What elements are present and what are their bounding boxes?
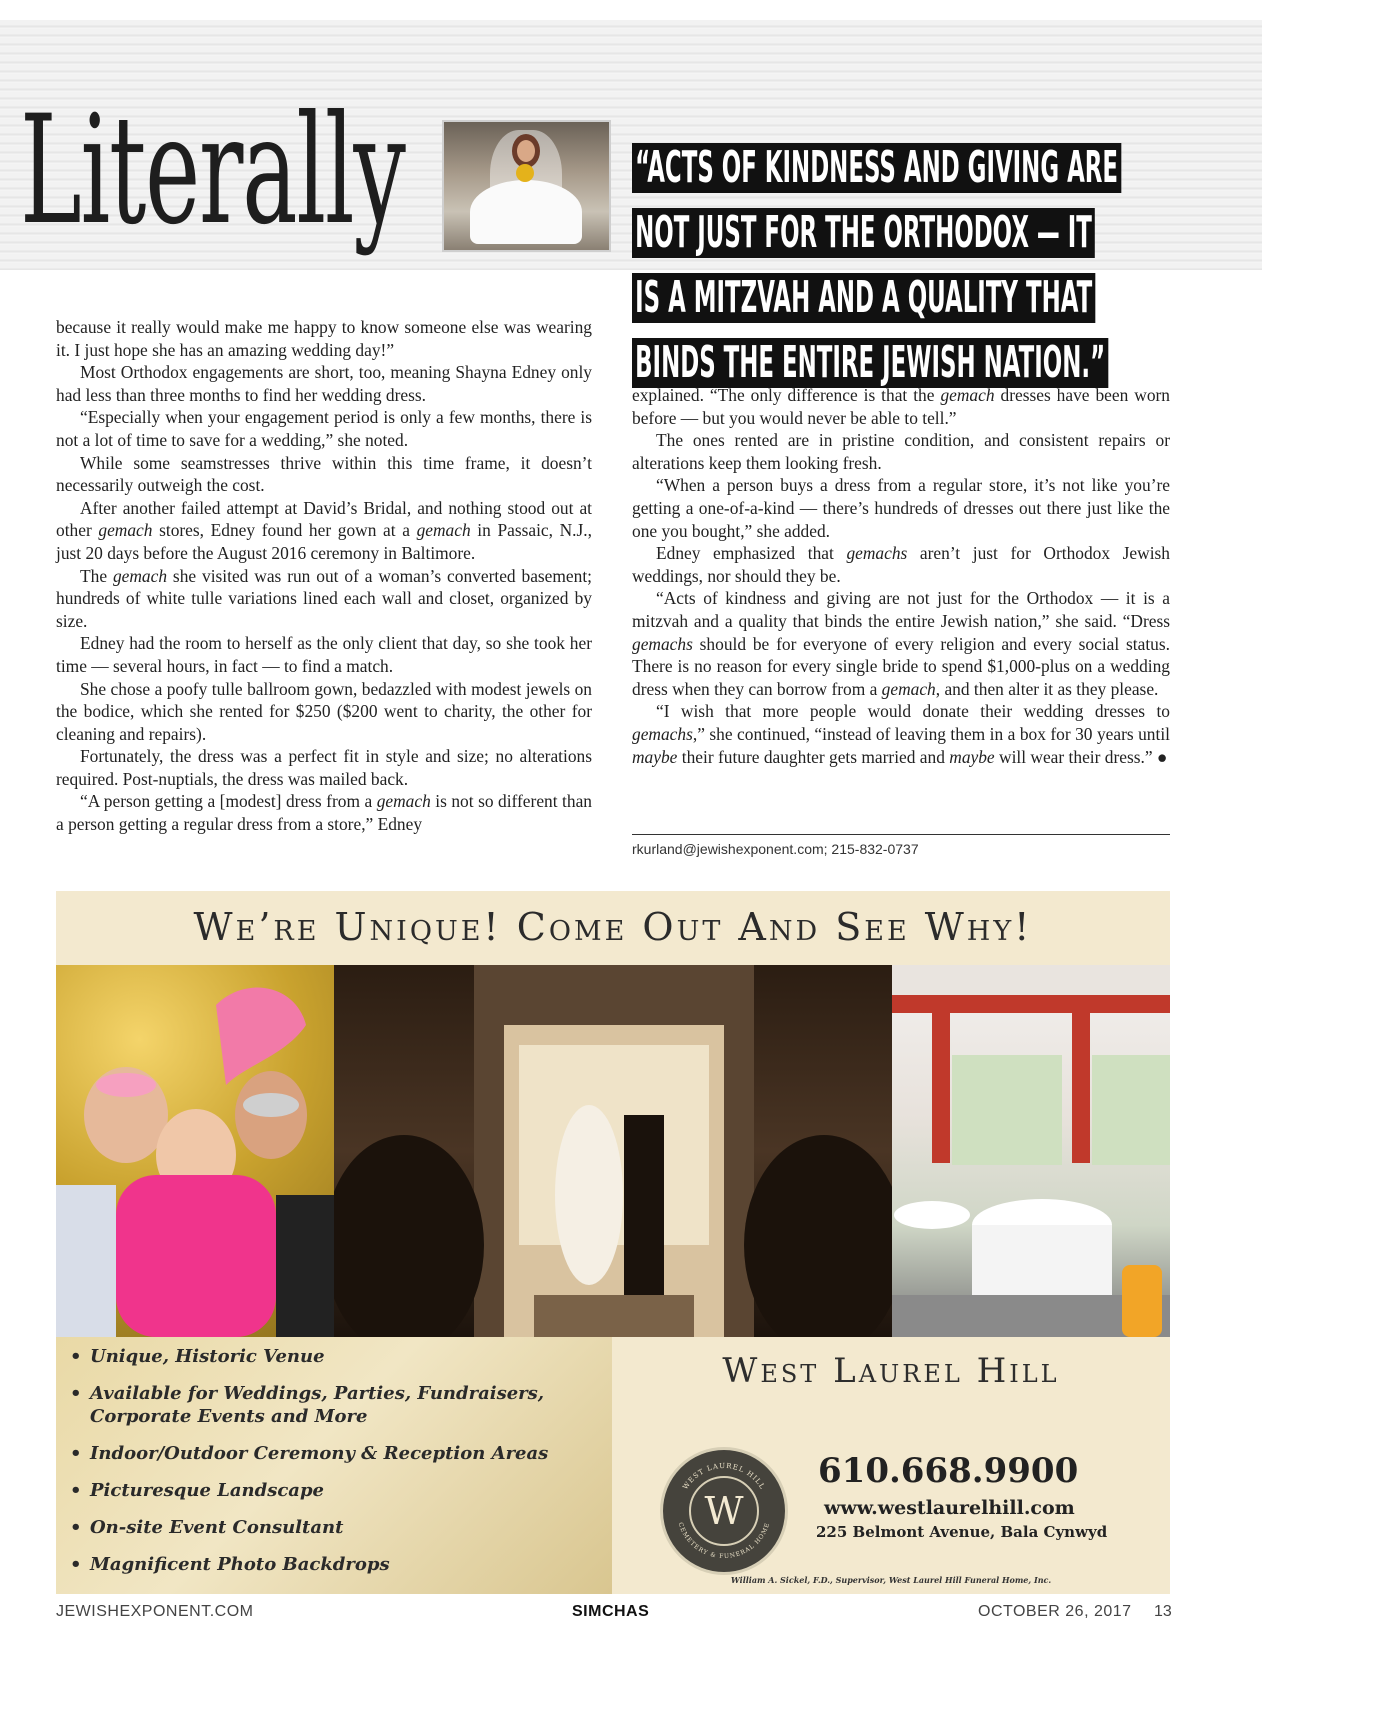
seal-monogram: W — [689, 1476, 759, 1546]
footer-section: SIMCHAS — [572, 1603, 650, 1620]
article-paragraph: Fortunately, the dress was a perfect fit in style and size; no alterations required. Post-nuptials, the dress was mailed back. — [56, 746, 592, 789]
pull-quote-line: NOT JUST FOR THE ORTHODOX — IT — [632, 208, 1095, 258]
article-paragraph: She chose a poofy tulle ballroom gown, bedazzled with modest jewels on the bodice, which she rented for $250 ($200 went to charity, the other for cleaning and repairs). — [56, 678, 592, 744]
svg-text:CEMETERY & FUNERAL HOME: CEMETERY & FUNERAL HOME — [676, 1521, 772, 1561]
hall-illustration — [892, 965, 1170, 1337]
article-paragraph: because it really would make me happy to know someone else was wearing it. I just hope she has an amazing wedding day!” — [56, 317, 592, 360]
list-item: • Picturesque Landscape — [70, 1479, 610, 1502]
party-illustration — [56, 965, 334, 1337]
page-number: 13 — [1154, 1603, 1172, 1620]
headline-word: Literally — [20, 84, 405, 258]
list-item: • Available for Weddings, Parties, Fundraisers, Corporate Events and More — [70, 1382, 610, 1428]
reception-hall-photo — [892, 965, 1170, 1337]
pull-quote-line: IS A MITZVAH AND A QUALITY THAT — [632, 273, 1095, 323]
footer-site: JEWISHEXPONENT.COM — [56, 1603, 254, 1620]
article-paragraph: “Acts of kindness and giving are not just for the Orthodox — it is a mitzvah and a quality that binds the entire Jewish nation,” she said. “Dress gemachs should be for everyone of every religion and every social status. There is no reason for every single bride to spend $1,000-plus on a wedding dress when they can borrow from a gemach, and then alter it as they please. — [632, 588, 1170, 699]
ad-features-panel — [56, 1337, 612, 1594]
byline-divider — [632, 834, 1170, 835]
article-left-column — [56, 316, 592, 836]
article-paragraph: Edney had the room to herself as the only client that day, so she took her time — several hours, in fact — to find a match. — [56, 633, 592, 676]
article-paragraph: Edney emphasized that gemachs aren’t just for Orthodox Jewish weddings, nor should they be. — [632, 543, 1170, 586]
pull-quote-line: BINDS THE ENTIRE JEWISH NATION.” — [632, 338, 1108, 388]
article-paragraph: The gemach she visited was run out of a woman’s converted basement; hundreds of white tulle variations lined each wall and closet, organized by size. — [56, 565, 593, 631]
article-paragraph: The ones rented are in pristine condition, and consistent repairs or alterations keep them looking fresh. — [632, 430, 1170, 473]
list-item: • Indoor/Outdoor Ceremony & Reception Areas — [70, 1442, 610, 1465]
venue-seal-logo — [660, 1447, 788, 1575]
ad-credit-line: William A. Sickel, F.D., Supervisor, West Laurel Hill Funeral Home, Inc. — [730, 1575, 1052, 1585]
list-item: • On-site Event Consultant — [70, 1516, 610, 1539]
venue-advertisement — [56, 891, 1170, 1594]
footer-date: OCTOBER 26, 2017 — [978, 1603, 1132, 1620]
venue-brand-name: West Laurel Hill — [722, 1351, 1060, 1391]
venue-feature-list — [70, 1345, 610, 1590]
article-paragraph: explained. “The only difference is that the gemach dresses have been worn before — but you would never be able to tell.” — [632, 385, 1171, 428]
article-paragraph: Most Orthodox engagements are short, too, meaning Shayna Edney only had less than three months to find her wedding dress. — [56, 362, 592, 405]
aisle-illustration — [334, 965, 892, 1337]
bride-face — [517, 140, 535, 162]
list-item: • Magnificent Photo Backdrops — [70, 1553, 610, 1576]
venue-phone: 610.668.9900 — [818, 1451, 1079, 1491]
article-paragraph: While some seamstresses thrive within this time frame, it doesn’t necessarily outweigh the cost. — [56, 452, 592, 496]
sunflower-bouquet — [516, 164, 534, 182]
article-paragraph: “Especially when your engagement period is only a few months, there is not a lot of time to save for a wedding,” she noted. — [56, 407, 592, 450]
article-paragraph: “When a person buys a dress from a regular store, it’s not like you’re getting a one-of-a-kind — there’s hundreds of dresses out there just like the one you bought,” she added. — [632, 475, 1170, 541]
article-right-column — [632, 384, 1170, 768]
author-contact: rkurland@jewishexponent.com; 215-832-0737 — [632, 841, 919, 857]
bride-dress — [470, 180, 582, 244]
article-paragraph: “I wish that more people would donate their wedding dresses to gemachs,” she continued, “instead of leaving them in a box for 30 years until maybe their future daughter gets married and maybe will wear their dress.” ● — [632, 701, 1170, 767]
article-paragraph: “A person getting a [modest] dress from a gemach is not so different than a person getting a regular dress from a store,” Edney — [56, 791, 592, 835]
pull-quote-line: “ACTS OF KINDNESS AND GIVING ARE — [632, 143, 1121, 193]
party-photo — [56, 965, 334, 1337]
svg-text:WEST LAUREL HILL: WEST LAUREL HILL — [681, 1461, 767, 1492]
venue-address: 225 Belmont Avenue, Bala Cynwyd — [816, 1523, 1108, 1541]
list-item: • Unique, Historic Venue — [70, 1345, 610, 1368]
bride-photo — [442, 120, 611, 252]
venue-website: www.westlaurelhill.com — [824, 1497, 1075, 1519]
ad-headline: We’re Unique! Come Out And See Why! — [193, 905, 1033, 949]
article-paragraph: After another failed attempt at David’s Bridal, and nothing stood out at other gemach stores, Edney found her gown at a gemach in Passaic, N.J., just 20 days before the August 2016 ceremony in Baltimore. — [56, 497, 592, 563]
wedding-aisle-photo — [334, 965, 892, 1337]
pull-quote — [632, 138, 1172, 398]
